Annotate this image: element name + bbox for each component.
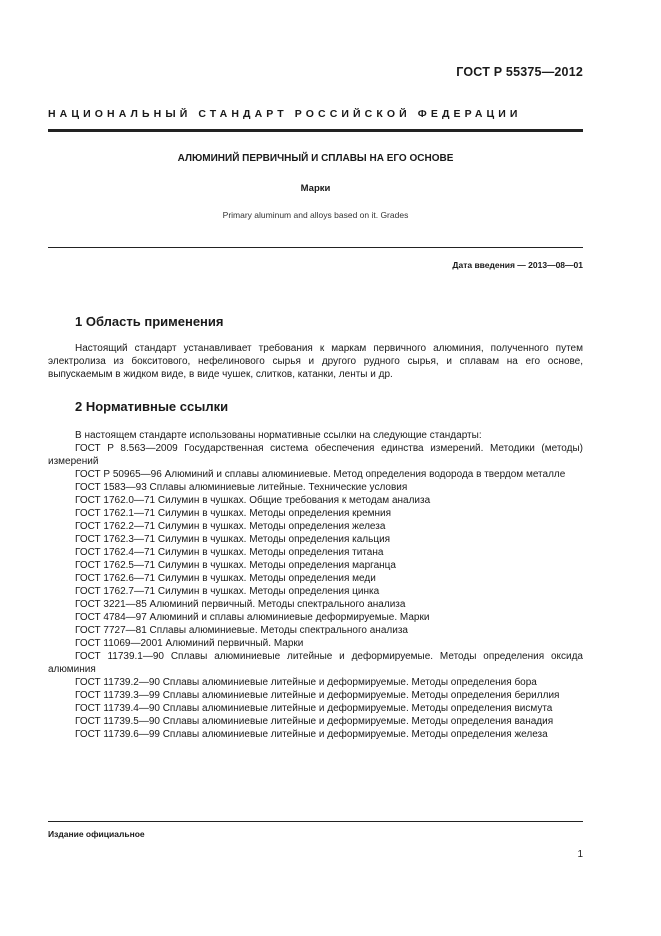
reference-item: ГОСТ 1762.6—71 Силумин в чушках. Методы определения меди: [75, 573, 376, 584]
section-1-paragraph: Настоящий стандарт устанавливает требования к маркам первичного алюминия, полученного путем электролиза из бокситового, нефелинового сырья и другого рудного сырья, и сплавам на его основе, выпускаемым в жидком виде, в виде чушек, слитков, катанки, ленты и др.: [48, 343, 583, 380]
header-divider: [48, 129, 583, 132]
reference-item: ГОСТ 11739.2—90 Сплавы алюминиевые литейные и деформируемые. Методы определения бора: [75, 677, 537, 688]
normative-references-list: [48, 442, 583, 741]
reference-item: ГОСТ 11069—2001 Алюминий первичный. Марки: [75, 638, 304, 649]
reference-item: ГОСТ 4784—97 Алюминий и сплавы алюминиевые деформируемые. Марки: [75, 612, 430, 623]
reference-item: ГОСТ 1762.7—71 Силумин в чушках. Методы определения цинка: [75, 586, 380, 597]
title-divider: [48, 247, 583, 248]
reference-item: ГОСТ 1762.0—71 Силумин в чушках. Общие требования к методам анализа: [75, 495, 431, 506]
document-title: АЛЮМИНИЙ ПЕРВИЧНЫЙ И СПЛАВЫ НА ЕГО ОСНОВЕ: [177, 153, 454, 164]
reference-item: ГОСТ 11739.6—99 Сплавы алюминиевые литейные и деформируемые. Методы определения железа: [75, 729, 548, 740]
reference-item: ГОСТ 11739.5—90 Сплавы алюминиевые литейные и деформируемые. Методы определения ванадия: [75, 716, 554, 727]
document-code: ГОСТ Р 55375—2012: [456, 65, 583, 79]
national-standard-banner: НАЦИОНАЛЬНЫЙ СТАНДАРТ РОССИЙСКОЙ ФЕДЕРАЦИИ: [48, 108, 522, 120]
reference-item: ГОСТ Р 8.563—2009 Государственная система обеспечения единства измерений. Методики (методы) измерений: [48, 443, 583, 467]
document-subtitle: Марки: [300, 183, 331, 194]
section-2-heading: 2 Нормативные ссылки: [75, 399, 229, 414]
section-2-intro: В настоящем стандарте использованы нормативные ссылки на следующие стандарты:: [75, 430, 482, 441]
reference-item: ГОСТ 7727—81 Сплавы алюминиевые. Методы спектрального анализа: [75, 625, 408, 636]
reference-item: ГОСТ 1762.2—71 Силумин в чушках. Методы определения железа: [75, 521, 386, 532]
reference-item: ГОСТ 1583—93 Сплавы алюминиевые литейные. Технические условия: [75, 482, 408, 493]
reference-item: ГОСТ 11739.4—90 Сплавы алюминиевые литейные и деформируемые. Методы определения висмута: [75, 703, 553, 714]
edition-label: Издание официальное: [48, 829, 145, 839]
reference-item: ГОСТ 3221—85 Алюминий первичный. Методы спектрального анализа: [75, 599, 406, 610]
section-1-body: [48, 342, 583, 381]
reference-item: ГОСТ 1762.4—71 Силумин в чушках. Методы определения титана: [75, 547, 384, 558]
reference-item: ГОСТ Р 50965—96 Алюминий и сплавы алюминиевые. Метод определения водорода в твердом металле: [75, 469, 566, 480]
reference-item: ГОСТ 1762.3—71 Силумин в чушках. Методы определения кальция: [75, 534, 391, 545]
reference-item: ГОСТ 11739.3—99 Сплавы алюминиевые литейные и деформируемые. Методы определения бериллия: [75, 690, 560, 701]
section-1-heading: 1 Область применения: [75, 314, 224, 329]
document-title-english: Primary aluminum and alloys based on it. Grades: [222, 210, 409, 220]
reference-item: ГОСТ 1762.1—71 Силумин в чушках. Методы определения кремния: [75, 508, 392, 519]
section-2-body: [48, 429, 583, 741]
footer-divider: [48, 821, 583, 822]
page-number: 1: [577, 849, 583, 860]
reference-item: ГОСТ 1762.5—71 Силумин в чушках. Методы определения марганца: [75, 560, 396, 571]
introduction-date: Дата введения — 2013—08—01: [452, 260, 583, 270]
reference-item: ГОСТ 11739.1—90 Сплавы алюминиевые литейные и деформируемые. Методы определения оксида алюминия: [48, 651, 583, 675]
